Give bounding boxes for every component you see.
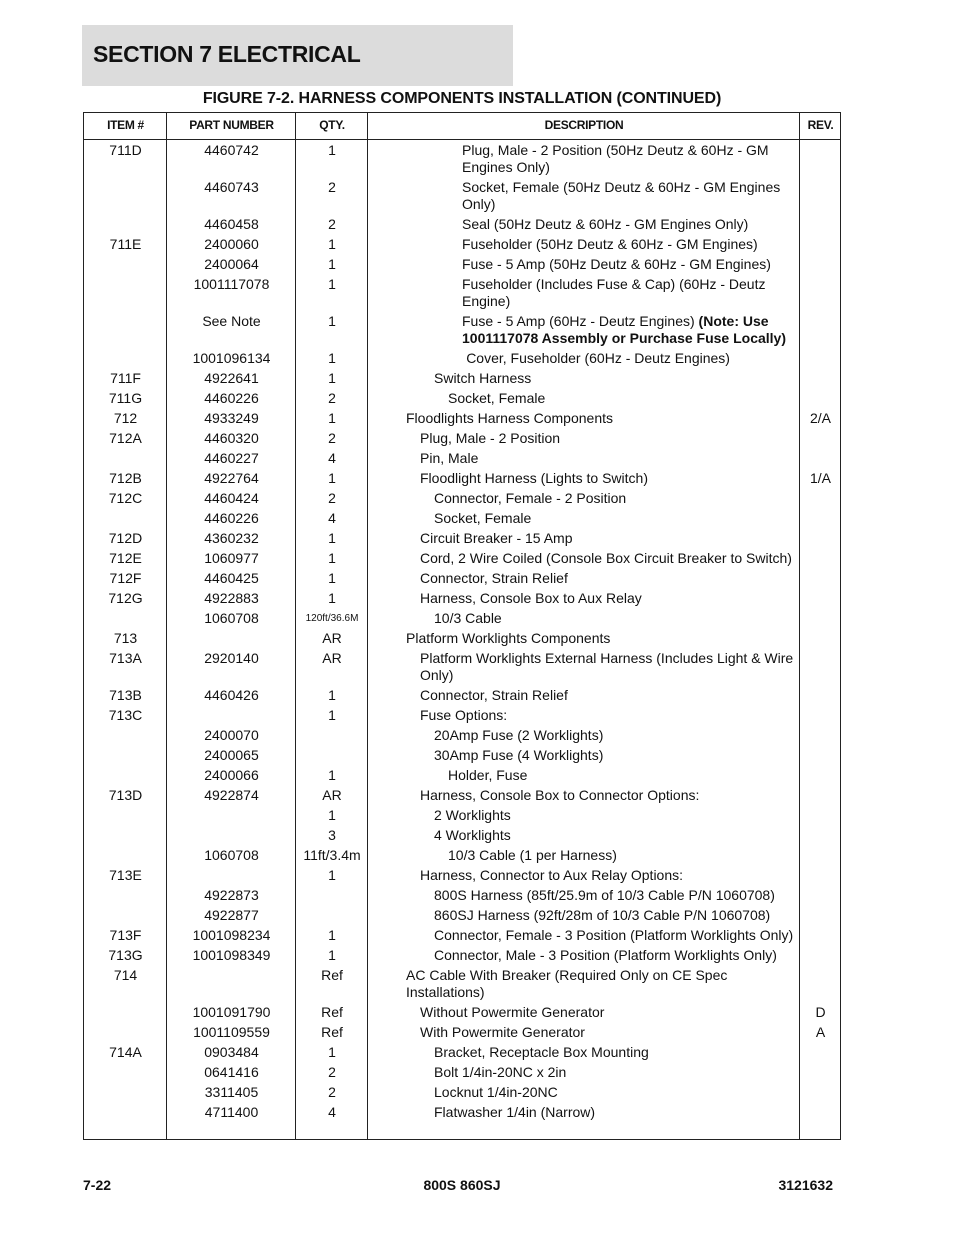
description-text: Without Powermite Generator: [420, 1004, 605, 1020]
item-number-cell: 711F: [110, 370, 141, 386]
qty-cell: 1: [328, 570, 336, 586]
table-row: [84, 706, 840, 726]
header-description: DESCRIPTION: [544, 118, 624, 132]
table-row: [84, 469, 840, 489]
description-cell: [387, 687, 799, 704]
qty-cell: 2: [328, 1084, 336, 1100]
table-row: [84, 235, 840, 255]
header-item: ITEM #: [107, 118, 144, 132]
qty-cell: 2: [328, 216, 336, 232]
description-cell: [387, 707, 799, 724]
description-text: Socket, Female: [448, 390, 546, 406]
part-number-cell: 0641416: [204, 1064, 259, 1080]
table-row: [84, 806, 840, 826]
item-number-cell: 713A: [109, 650, 142, 666]
qty-cell: 4: [328, 1104, 336, 1120]
part-number-cell: 4711400: [204, 1104, 259, 1120]
description-text: Pin, Male: [420, 450, 479, 466]
qty-cell: 1: [328, 1044, 336, 1060]
item-number-cell: 713: [113, 630, 138, 646]
description-text: Cord, 2 Wire Coiled (Console Box Circuit Breaker to Switch): [420, 550, 792, 566]
table-row: [84, 926, 840, 946]
description-cell: [387, 276, 799, 310]
qty-cell: 2: [328, 430, 336, 446]
part-number-cell: 1060977: [204, 550, 259, 566]
description-text: Fuse - 5 Amp (60Hz - Deutz Engines): [462, 313, 699, 329]
description-cell: [387, 450, 799, 467]
part-number-cell: 1060708: [204, 610, 259, 626]
part-number-cell: 4922641: [204, 370, 259, 386]
table-row: [84, 389, 840, 409]
part-number-cell: 4933249: [204, 410, 259, 426]
item-number-cell: 711D: [109, 142, 142, 158]
table-row: [84, 846, 840, 866]
part-number-cell: 2400064: [204, 256, 259, 272]
qty-cell: 2: [328, 490, 336, 506]
description-cell: [387, 550, 799, 567]
qty-cell: 1: [328, 276, 336, 292]
qty-cell: 1: [328, 550, 336, 566]
description-cell: [387, 867, 799, 884]
table-row: [84, 826, 840, 846]
table-row: [84, 569, 840, 589]
section-title: SECTION 7 ELECTRICAL: [93, 41, 361, 67]
part-number-cell: 0903484: [204, 1044, 259, 1060]
description-text: Floodlights Harness Components: [406, 410, 613, 426]
item-number-cell: 711E: [109, 236, 142, 252]
part-number-cell: 2400066: [204, 767, 259, 783]
description-text: 860SJ Harness (92ft/28m of 10/3 Cable P/N 1060708): [434, 907, 771, 923]
description-text: Connector, Strain Relief: [420, 687, 568, 703]
description-cell: [387, 1044, 799, 1061]
table-row: [84, 609, 840, 629]
item-number-cell: 712C: [108, 490, 143, 506]
rev-cell: D: [815, 1004, 826, 1020]
part-number-cell: 1001096134: [192, 350, 271, 366]
table-row: [84, 409, 840, 429]
item-number-cell: 712F: [109, 570, 142, 586]
description-text: Connector, Female - 3 Position (Platform Worklights Only): [434, 927, 794, 943]
part-number-cell: 4360232: [204, 530, 259, 546]
description-cell: [387, 313, 799, 347]
description-cell: [387, 907, 799, 924]
description-cell: [387, 747, 799, 764]
part-number-cell: 4460458: [204, 216, 259, 232]
item-number-cell: 712: [113, 410, 138, 426]
item-number-cell: 712B: [109, 470, 142, 486]
qty-cell: Ref: [321, 1024, 343, 1040]
description-cell: [387, 887, 799, 904]
item-number-cell: 711G: [108, 390, 143, 406]
table-row: [84, 649, 840, 686]
table-row: [84, 766, 840, 786]
qty-cell: 1: [328, 370, 336, 386]
part-number-cell: 4460425: [204, 570, 259, 586]
part-number-cell: 1001091790: [192, 1004, 271, 1020]
qty-cell: AR: [322, 630, 342, 646]
description-text: 10/3 Cable: [434, 610, 502, 626]
item-number-cell: 712D: [108, 530, 143, 546]
description-cell: [387, 1004, 799, 1021]
description-cell: [387, 530, 799, 547]
description-note: (Note: Use 1001117078 Assembly or Purchase Fuse Locally): [462, 313, 787, 346]
qty-cell: 1: [328, 410, 336, 426]
qty-cell: 1: [328, 470, 336, 486]
description-text: Holder, Fuse: [448, 767, 528, 783]
part-number-cell: 1001098234: [192, 927, 271, 943]
description-text: Fuse - 5 Amp (50Hz Deutz & 60Hz - GM Engines): [462, 256, 771, 272]
qty-cell: 1: [328, 313, 336, 329]
qty-cell: 1: [328, 807, 336, 823]
description-cell: [387, 510, 799, 527]
table-row: [84, 369, 840, 389]
description-cell: [387, 570, 799, 587]
description-cell: [387, 1104, 799, 1121]
part-number-cell: 4460742: [204, 142, 259, 158]
item-number-cell: 712A: [109, 430, 142, 446]
description-cell: [387, 216, 799, 233]
part-number-cell: 4922877: [204, 907, 259, 923]
item-number-cell: 713E: [109, 867, 142, 883]
part-number-cell: 1001098349: [192, 947, 271, 963]
part-number-cell: 4922873: [204, 887, 259, 903]
item-number-cell: 712G: [108, 590, 143, 606]
item-number-cell: 713F: [109, 927, 142, 943]
description-cell: [387, 967, 799, 1001]
table-row: [84, 429, 840, 449]
qty-cell: 11ft/3.4m: [303, 847, 361, 863]
description-text: Harness, Console Box to Connector Options:: [420, 787, 700, 803]
qty-cell: 1: [328, 350, 336, 366]
header-rev: REV.: [807, 118, 834, 132]
qty-cell: 1: [328, 530, 336, 546]
table-row: [84, 1023, 840, 1043]
description-text: Connector, Female - 2 Position: [434, 490, 627, 506]
qty-cell: 4: [328, 510, 336, 526]
table-row: [84, 141, 840, 178]
qty-cell: 2: [328, 1064, 336, 1080]
table-row: [84, 312, 840, 349]
description-cell: [387, 727, 799, 744]
description-text: 30Amp Fuse (4 Worklights): [434, 747, 604, 763]
description-text: AC Cable With Breaker (Required Only on CE Spec Installations): [406, 967, 728, 1000]
table-row: [84, 255, 840, 275]
description-text: Fuseholder (50Hz Deutz & 60Hz - GM Engines): [462, 236, 758, 252]
description-text: Platform Worklights Components: [406, 630, 611, 646]
description-cell: [387, 827, 799, 844]
part-number-cell: 4922764: [204, 470, 259, 486]
description-text: Fuseholder (Includes Fuse & Cap) (60Hz - Deutz Engine): [462, 276, 766, 309]
table-row: [84, 275, 840, 312]
qty-cell: 1: [328, 927, 336, 943]
table-row: [84, 629, 840, 649]
footer-model: 800S 860SJ: [423, 1177, 501, 1193]
item-number-cell: 714: [113, 967, 138, 983]
table-row: [84, 549, 840, 569]
qty-cell: 1: [328, 947, 336, 963]
description-cell: [387, 947, 799, 964]
section-banner: [82, 25, 513, 86]
table-row: [84, 215, 840, 235]
description-text: Switch Harness: [434, 370, 532, 386]
description-cell: [387, 590, 799, 607]
qty-cell: Ref: [321, 967, 343, 983]
description-text: Cover, Fuseholder (60Hz - Deutz Engines): [466, 350, 730, 366]
description-text: Bracket, Receptacle Box Mounting: [434, 1044, 649, 1060]
table-row: [84, 1063, 840, 1083]
part-number-cell: 1001117078: [193, 276, 270, 292]
table-body: [84, 141, 840, 1123]
description-text: 20Amp Fuse (2 Worklights): [434, 727, 604, 743]
table-row: [84, 1043, 840, 1063]
description-cell: [387, 410, 799, 427]
description-cell: [387, 787, 799, 804]
qty-cell: 4: [328, 450, 336, 466]
table-row: [84, 1003, 840, 1023]
qty-cell: 1: [328, 867, 336, 883]
table-row: [84, 449, 840, 469]
description-cell: [387, 390, 799, 407]
figure-title: FIGURE 7-2. HARNESS COMPONENTS INSTALLATION (CONTINUED): [202, 90, 722, 107]
description-text: With Powermite Generator: [420, 1024, 585, 1040]
description-cell: [387, 1084, 799, 1101]
part-number-cell: 4460226: [204, 510, 259, 526]
table-row: [84, 746, 840, 766]
description-text: Platform Worklights External Harness (Includes Light & Wire Only): [420, 650, 794, 683]
description-cell: [387, 767, 799, 784]
table-row: [84, 178, 840, 215]
description-text: Flatwasher 1/4in (Narrow): [434, 1104, 596, 1120]
description-cell: [387, 650, 799, 684]
qty-cell: 120ft/36.6M: [305, 613, 359, 624]
part-number-cell: 1001109559: [193, 1024, 270, 1040]
description-text: 10/3 Cable (1 per Harness): [448, 847, 617, 863]
qty-cell: 1: [328, 707, 336, 723]
description-cell: [387, 179, 799, 213]
part-number-cell: 2400065: [204, 747, 259, 763]
description-text: Locknut 1/4in-20NC: [434, 1084, 558, 1100]
table-row: [84, 489, 840, 509]
table-row: [84, 866, 840, 886]
qty-cell: 1: [328, 767, 336, 783]
table-row: [84, 509, 840, 529]
description-cell: [387, 490, 799, 507]
item-number-cell: 712E: [109, 550, 142, 566]
part-number-cell: 3311405: [204, 1084, 259, 1100]
item-number-cell: 713D: [108, 787, 143, 803]
part-number-cell: 4460227: [204, 450, 259, 466]
qty-cell: 2: [328, 390, 336, 406]
description-cell: [387, 807, 799, 824]
description-text: Plug, Male - 2 Position: [420, 430, 561, 446]
description-cell: [387, 350, 799, 367]
table-row: [84, 786, 840, 806]
footer-page-number: 7-22: [83, 1177, 112, 1193]
part-number-cell: 2920140: [204, 650, 259, 666]
table-row: [84, 946, 840, 966]
table-row: [84, 589, 840, 609]
description-text: Fuse Options:: [420, 707, 508, 723]
description-cell: [387, 236, 799, 253]
part-number-cell: 2400070: [204, 727, 259, 743]
description-text: Seal (50Hz Deutz & 60Hz - GM Engines Only): [462, 216, 749, 232]
part-number-cell: 4460424: [204, 490, 259, 506]
description-cell: [387, 610, 799, 627]
table-row: [84, 906, 840, 926]
description-text: Connector, Male - 3 Position (Platform Worklights Only): [434, 947, 777, 963]
qty-cell: AR: [322, 787, 342, 803]
qty-cell: 1: [328, 236, 336, 252]
item-number-cell: 713G: [108, 947, 143, 963]
description-text: Circuit Breaker - 15 Amp: [420, 530, 573, 546]
part-number-cell: 4922874: [204, 787, 259, 803]
qty-cell: 2: [328, 179, 336, 195]
part-number-cell: 1060708: [204, 847, 259, 863]
item-number-cell: 714A: [109, 1044, 142, 1060]
description-text: 2 Worklights: [434, 807, 511, 823]
description-cell: [387, 430, 799, 447]
description-cell: [387, 630, 799, 647]
qty-cell: 1: [328, 256, 336, 272]
parts-table: [83, 112, 841, 1140]
description-cell: [387, 927, 799, 944]
description-cell: [387, 470, 799, 487]
part-number-cell: 4460743: [204, 179, 259, 195]
rev-cell: 2/A: [809, 410, 831, 426]
qty-cell: 1: [328, 142, 336, 158]
description-text: Bolt 1/4in-20NC x 2in: [434, 1064, 567, 1080]
description-cell: [387, 1064, 799, 1081]
qty-cell: 3: [328, 827, 336, 843]
description-cell: [387, 847, 799, 864]
qty-cell: AR: [322, 650, 342, 666]
description-text: Floodlight Harness (Lights to Switch): [420, 470, 648, 486]
description-cell: [387, 1024, 799, 1041]
table-row: [84, 1103, 840, 1123]
table-row: [84, 1083, 840, 1103]
qty-cell: Ref: [321, 1004, 343, 1020]
qty-cell: 1: [328, 590, 336, 606]
header-qty: QTY.: [319, 118, 345, 132]
table-header: [84, 113, 840, 140]
table-row: [84, 966, 840, 1003]
item-number-cell: 713C: [108, 707, 143, 723]
table-row: [84, 726, 840, 746]
qty-cell: 1: [328, 687, 336, 703]
description-cell: [387, 256, 799, 273]
rev-cell: A: [815, 1024, 826, 1040]
table-row: [84, 686, 840, 706]
part-number-cell: 4460320: [204, 430, 259, 446]
part-number-cell: 4922883: [204, 590, 259, 606]
table-row: [84, 886, 840, 906]
description-text: Harness, Console Box to Aux Relay: [420, 590, 642, 606]
part-number-cell: 4460226: [204, 390, 259, 406]
description-text: Socket, Female (50Hz Deutz & 60Hz - GM Engines Only): [462, 179, 781, 212]
header-part-number: PART NUMBER: [189, 118, 274, 132]
part-number-cell: 2400060: [204, 236, 259, 252]
description-text: Plug, Male - 2 Position (50Hz Deutz & 60Hz - GM Engines Only): [462, 142, 769, 175]
description-text: 800S Harness (85ft/25.9m of 10/3 Cable P/N 1060708): [434, 887, 775, 903]
description-text: Harness, Connector to Aux Relay Options:: [420, 867, 684, 883]
item-number-cell: 713B: [109, 687, 142, 703]
part-number-cell: 4460426: [204, 687, 259, 703]
table-row: [84, 349, 840, 369]
description-text: Socket, Female: [434, 510, 532, 526]
description-text: Connector, Strain Relief: [420, 570, 568, 586]
footer-doc-number: 3121632: [778, 1177, 833, 1193]
description-text: 4 Worklights: [434, 827, 511, 843]
rev-cell: 1/A: [809, 470, 831, 486]
table-row: [84, 529, 840, 549]
description-cell: [387, 142, 799, 176]
description-cell: [387, 370, 799, 387]
part-number-cell: See Note: [202, 313, 261, 329]
